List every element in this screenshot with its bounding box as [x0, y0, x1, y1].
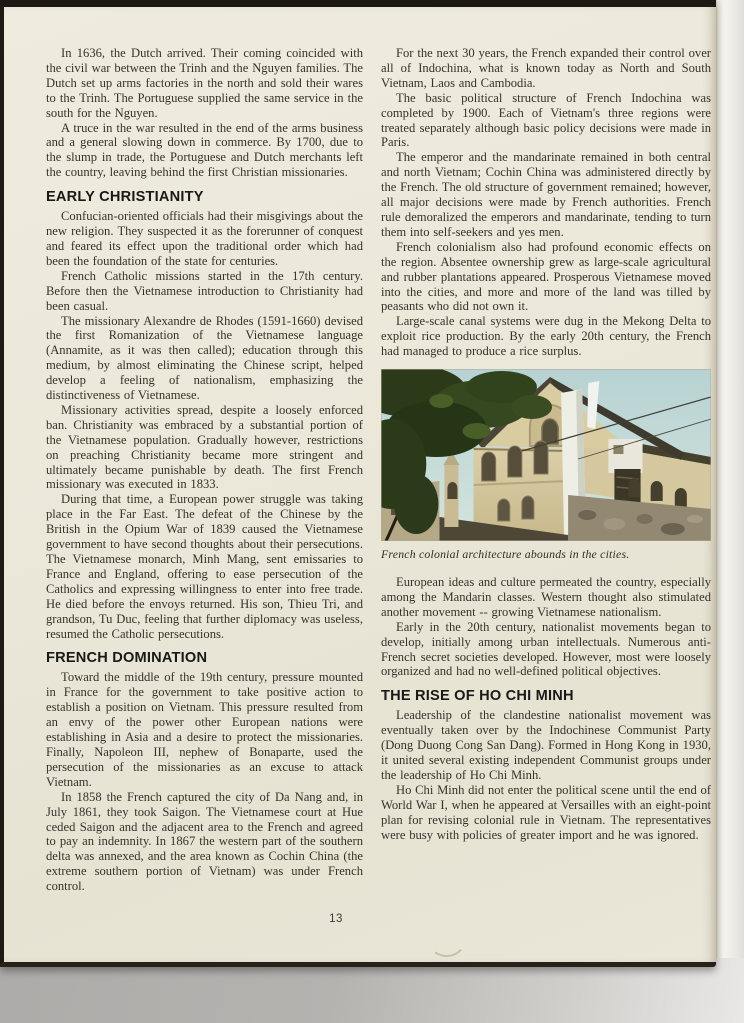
page-number: 13: [329, 913, 343, 925]
paragraph: French Catholic missions started in the 17th century. Before then the Vietnamese introduction to Christianity had been casual.: [46, 268, 363, 313]
paragraph: Ho Chi Minh did not enter the political scene until the end of World War I, when he appeared at Versailles with an eight-point plan for revising colonial rule in Vietnam. The representatives were busy with policies of greater import and he was ignored.: [381, 782, 711, 842]
paragraph: Early in the 20th century, nationalist movements began to develop, initially among urban intellectuals. Numerous anti-French secret societies developed. However, most were loosely organized and had no well-defined political objectives.: [381, 619, 711, 679]
paragraph: In 1636, the Dutch arrived. Their coming coincided with the civil war between the Trinh and the Nguyen families. The Dutch set up arms factories in the north and sold their wares to the Trinh. The Portuguese supplied the same service in the south for the Nguyen.: [46, 46, 363, 120]
paragraph: The basic political structure of French Indochina was completed by 1900. Each of Vietnam's three regions were treated separately although basic policy decisions were made in Paris.: [381, 90, 711, 150]
photo-caption: French colonial architecture abounds in the cities.: [381, 547, 630, 562]
photo-french-colonial-architecture: [381, 369, 711, 541]
paragraph: For the next 30 years, the French expanded their control over all of Indochina, what is known today as North and South Vietnam, Laos and Cambodia.: [381, 46, 711, 90]
paragraph: Missionary activities spread, despite a loosely enforced ban. Christianity was embraced by a substantial portion of the Vietnamese population. Gradually however, restrictions on preaching Christianity became more stringent and ultimately became punishable by death. The first French missionary was executed in 1833.: [46, 402, 363, 492]
paragraph: Leadership of the clandestine nationalist movement was eventually taken over by the Indochinese Communist Party (Dong Duong Cong San Dang). Formed in Hong Kong in 1930, it united several existing independent Communist groups under the leadership of Ho Chi Minh.: [381, 708, 711, 782]
paragraph: Confucian-oriented officials had their misgivings about the new religion. They suspected it as the forerunner of conquest and feared its effect upon the traditional order which had been the foundation of the state for centuries.: [46, 209, 363, 268]
right-column: [381, 46, 711, 843]
paragraph: Large-scale canal systems were dug in the Mekong Delta to exploit rice production. By the early 20th century, the French had managed to produce a rice surplus.: [381, 314, 711, 359]
section-heading: FRENCH DOMINATION: [46, 650, 208, 667]
paragraph: French colonialism also had profound economic effects on the region. Absentee ownership grew as large-scale agricultural and rubber plantations appeared. Prosperous Vietnamese moved into the cities, and more and more of the land was tilled by peasants who did not own it.: [381, 239, 711, 314]
paragraph: European ideas and culture permeated the country, especially among the Mandarin classes. Western thought also stimulated another movement -- growing Vietnamese nationalism.: [381, 575, 711, 619]
paragraph: The emperor and the mandarinate remained in both central and north Vietnam; Cochin China was administered directly by the French. The old structure of government remained; however, all major decisions were made by French authorities. French rule demoralized the emperors and mandarinate, tending to turn them into self-seekers and yes men.: [381, 150, 711, 239]
paragraph: Toward the middle of the 19th century, pressure mounted in France for the government to take positive action to establish a position on Vietnam. This pressure resulted from an envy of the power other European nations were establishing in Asia and a desire to protect the missionaries. Finally, Napoleon III, nephew of Bonaparte, used the persecution of the missionaries as an excuse to attack Vietnam.: [46, 670, 363, 789]
section-heading: THE RISE OF HO CHI MINH: [381, 688, 574, 705]
paragraph: A truce in the war resulted in the end of the arms business and a general slowing down in commerce. By 1700, due to the slump in trade, the Portuguese and Dutch merchants left the country, leaving behind the first Christian missionaries.: [46, 120, 363, 180]
left-column: [46, 46, 363, 894]
paragraph: During that time, a European power struggle was taking place in the Far East. The defeat of the Chinese by the British in the Opium War of 1839 caused the Vietnamese government to have second thoughts about their persecutions. The Vietnamese monarch, Minh Mang, sent emissaries to France and England, offering to ease persecution of the Catholics and expressing willingness to enter into free trade. He died before the envoys returned. His son, Thieu Tri, and grandson, Tu Duc, feeling that further diplomacy was useless, resumed the Catholic persecutions.: [46, 492, 363, 641]
paragraph: In 1858 the French captured the city of Da Nang and, in July 1861, they took Saigon. The Vietnamese court at Hue ceded Saigon and the adjacent area to the French and agreed to pay an indemnity. In 1867 the western part of the southern delta was annexed, and the area known as Cochin China (the extreme southern portion of Vietnam) was under French control.: [46, 789, 363, 894]
section-heading: EARLY CHRISTIANITY: [46, 189, 204, 206]
page-curl-mark: [426, 921, 467, 959]
book-fore-edge: [714, 0, 744, 958]
paragraph: The missionary Alexandre de Rhodes (1591-1660) devised the first Romanization of the Vietnamese language (Annamite, as it was then called); education through this medium, by almost eliminating the Chinese script, helped develop a feeling of nationalism, emphasizing the distinctiveness of Vietnamese.: [46, 313, 363, 403]
photo-figure: [381, 369, 711, 561]
